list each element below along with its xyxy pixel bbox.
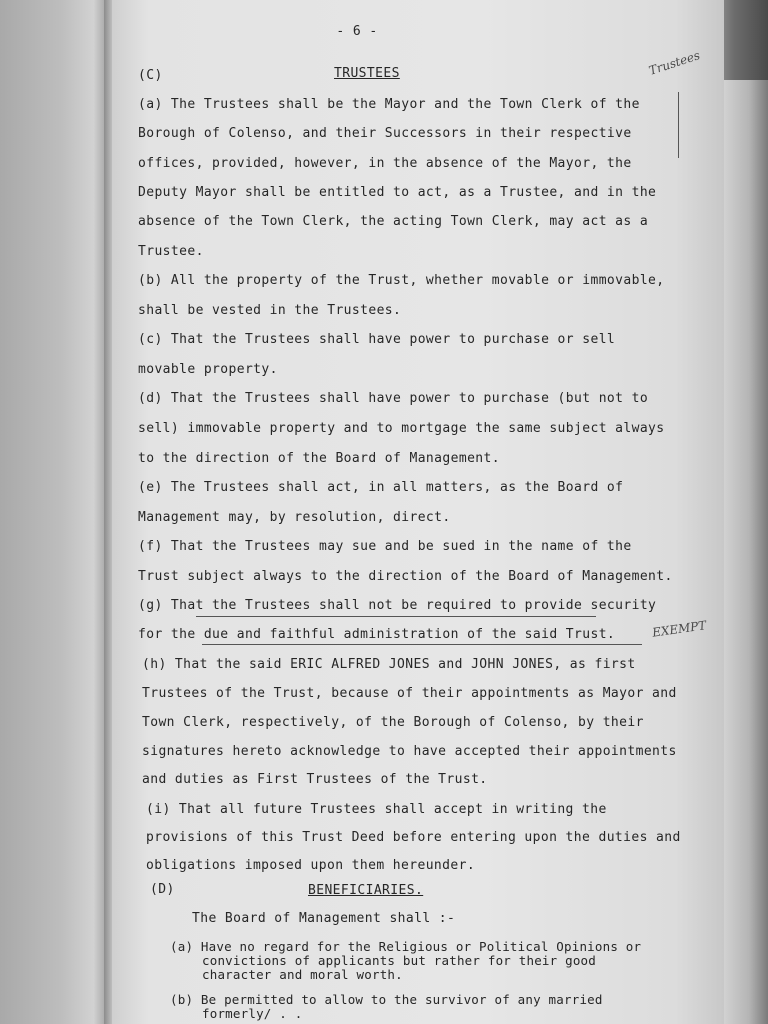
section-d-heading: BENEFICIARIES. (308, 883, 424, 898)
document-page (112, 0, 724, 1024)
beneficiary-item-b-line-1: (b) Be permitted to allow to the survivor of any married (170, 992, 603, 1007)
clause-c-line-15: Management may, by resolution, direct. (138, 510, 451, 525)
clause-c-line-5: absence of the Town Clerk, the acting Town Clerk, may act as a (138, 214, 649, 229)
section-d-intro: The Board of Management shall :- (192, 911, 456, 926)
facing-page (0, 0, 110, 1024)
margin-note-trustees: Trustees (647, 48, 702, 78)
beneficiary-item-a-line-1: (a) Have no regard for the Religious or Political Opinions or (170, 939, 642, 954)
clause-c-line-4: Deputy Mayor shall be entitled to act, as a Trustee, and in the (138, 185, 657, 200)
beneficiary-item-a-line-2: convictions of applicants but rather for their good (202, 953, 597, 968)
section-c-heading: TRUSTEES (334, 66, 400, 81)
clause-c-line-27: obligations imposed upon them hereunder. (146, 858, 476, 873)
clause-c-line-19: for the due and faithful administration of the said Trust. (138, 627, 616, 642)
clause-c-line-2: Borough of Colenso, and their Successors in their respective (138, 126, 632, 141)
clause-c-line-12: sell) immovable property and to mortgage the same subject always (138, 421, 665, 436)
page-number: - 6 - (336, 24, 378, 39)
section-c-letter: (C) (138, 68, 163, 83)
clause-c-line-21: Trustees of the Trust, because of their appointments as Mayor and (142, 686, 677, 701)
pen-underline-g (196, 616, 596, 617)
margin-note-exempt: EXEMPT (651, 618, 708, 640)
clause-c-line-9: (c) That the Trustees shall have power to purchase or sell (138, 332, 616, 347)
clause-c-line-24: and duties as First Trustees of the Trust. (142, 772, 488, 787)
clause-c-line-7: (b) All the property of the Trust, whether movable or immovable, (138, 273, 665, 288)
clause-c-line-18: (g) That the Trustees shall not be required to provide security (138, 598, 657, 613)
beneficiary-item-b-line-2: formerly/ . . (202, 1006, 303, 1021)
clause-c-line-14: (e) The Trustees shall act, in all matters, as the Board of (138, 480, 624, 495)
clause-c-line-3: offices, provided, however, in the absence of the Mayor, the (138, 156, 632, 171)
pen-underline-g-2 (202, 644, 642, 645)
clause-c-line-16: (f) That the Trustees may sue and be sued in the name of the (138, 539, 632, 554)
clause-c-line-8: shall be vested in the Trustees. (138, 303, 402, 318)
clause-c-line-26: provisions of this Trust Deed before entering upon the duties and (146, 830, 681, 845)
clause-c-line-13: to the direction of the Board of Management. (138, 451, 500, 466)
clause-c-line-23: signatures hereto acknowledge to have accepted their appointments (142, 744, 677, 759)
clause-c-line-20: (h) That the said ERIC ALFRED JONES and JOHN JONES, as first (142, 657, 636, 672)
clause-c-line-11: (d) That the Trustees shall have power to purchase (but not to (138, 391, 649, 406)
clause-c-line-10: movable property. (138, 362, 278, 377)
clause-c-line-22: Town Clerk, respectively, of the Borough of Colenso, by their (142, 715, 644, 730)
underlying-sheet (720, 80, 768, 1024)
clause-c-line-6: Trustee. (138, 244, 204, 259)
clause-c-line-1: (a) The Trustees shall be the Mayor and the Town Clerk of the (138, 97, 640, 112)
margin-pen-mark (678, 92, 679, 158)
section-d-letter: (D) (150, 882, 175, 897)
clause-c-line-25: (i) That all future Trustees shall accept in writing the (146, 802, 607, 817)
beneficiary-item-a-line-3: character and moral worth. (202, 967, 403, 982)
clause-c-line-17: Trust subject always to the direction of the Board of Management. (138, 569, 673, 584)
